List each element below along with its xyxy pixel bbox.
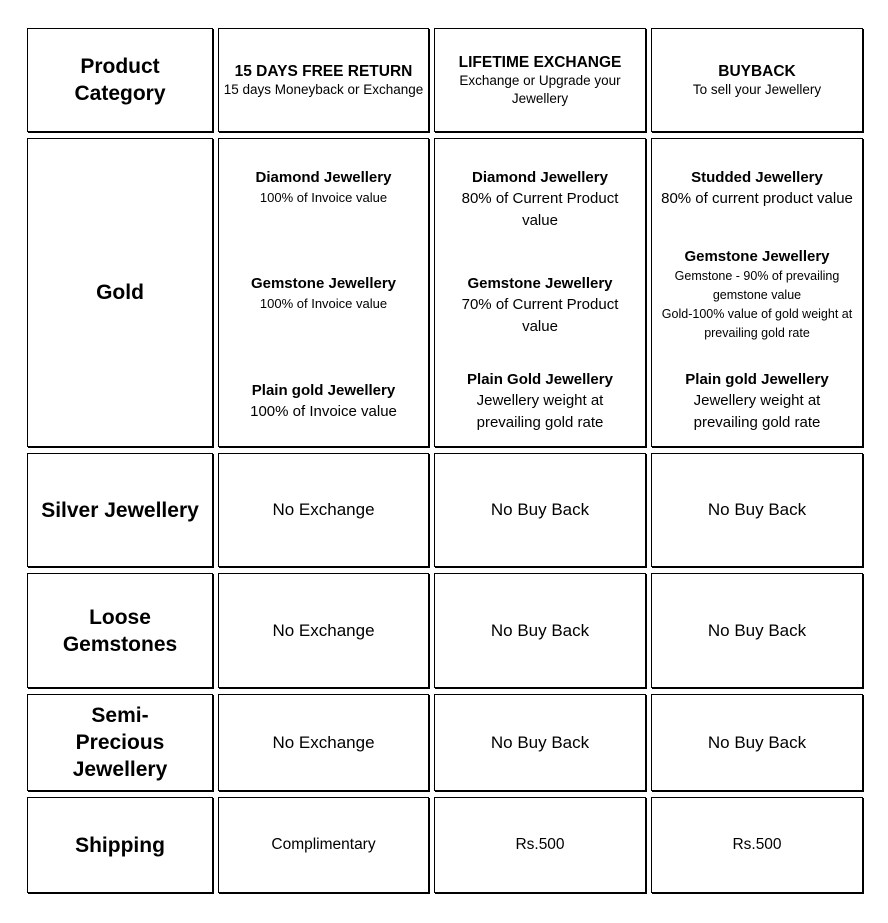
loose-return-cell [218, 573, 429, 688]
semi-buyback-cell [651, 694, 863, 791]
gold-return-cell [218, 138, 429, 447]
gold-return-plain-title: Plain gold Jewellery [251, 382, 396, 399]
silver-exchange-cell [434, 453, 646, 567]
silver-buyback-cell [651, 453, 863, 567]
gold-buyback-gemstone [652, 246, 862, 343]
gold-exchange-cell [434, 138, 646, 447]
header-buyback-title: BUYBACK [718, 62, 796, 80]
shipping-return-cell [218, 797, 429, 893]
gold-buyback-cell [651, 138, 863, 447]
gold-return-gemstone [219, 273, 428, 313]
header-return-cell [218, 28, 429, 132]
gold-return-plain-value: 100% of Invoice value [250, 403, 397, 420]
semi-buyback-value: No Buy Back [707, 732, 807, 752]
gold-return-gemstone-title: Gemstone Jewellery [250, 275, 397, 292]
gold-exchange-diamond [435, 167, 645, 232]
loose-label: Loose Gemstones [62, 605, 178, 656]
gold-buyback-studded [652, 167, 862, 210]
gold-return-diamond-value: 100% of Invoice value [259, 190, 388, 205]
header-category-cell [27, 28, 213, 132]
semi-label-cell [27, 694, 213, 791]
silver-return-cell [218, 453, 429, 567]
gold-exchange-gemstone [435, 273, 645, 338]
gold-buyback-gold-value: Gold-100% value of gold weight at prevailing gold rate [661, 307, 853, 340]
gold-buyback-gemstone-title: Gemstone Jewellery [684, 248, 830, 265]
semi-label: Semi-Precious Jewellery [72, 704, 168, 781]
silver-label: Silver Jewellery [41, 498, 199, 522]
header-return-title: 15 DAYS FREE RETURN [234, 62, 413, 80]
gold-buyback-plain-title: Plain gold Jewellery [685, 371, 829, 388]
gold-label-cell [27, 138, 213, 447]
gold-exchange-diamond-value: 80% of Current Product value [461, 190, 619, 229]
gold-buyback-gemstone-value: Gemstone - 90% of prevailing gemstone value [674, 269, 840, 302]
silver-label-cell [27, 453, 213, 567]
loose-return-value: No Exchange [272, 620, 375, 640]
header-return-subtitle: 15 days Moneyback or Exchange [223, 81, 424, 97]
gold-return-plain [219, 380, 428, 423]
gold-buyback-plain-value: Jewellery weight at prevailing gold rate [693, 392, 821, 431]
shipping-label-cell [27, 797, 213, 893]
header-exchange-subtitle: Exchange or Upgrade your Jewellery [459, 72, 621, 106]
gold-exchange-plain [435, 369, 645, 434]
loose-buyback-cell [651, 573, 863, 688]
gold-exchange-diamond-title: Diamond Jewellery [472, 169, 608, 186]
gold-return-diamond [219, 167, 428, 207]
gold-buyback-studded-value: 80% of current product value [661, 190, 853, 207]
semi-return-cell [218, 694, 429, 791]
gold-exchange-gemstone-title: Gemstone Jewellery [467, 275, 613, 292]
semi-exchange-cell [434, 694, 646, 791]
silver-return-value: No Exchange [272, 500, 375, 519]
gold-return-gemstone-value: 100% of Invoice value [259, 296, 388, 311]
shipping-exchange-cell [434, 797, 646, 893]
silver-buyback-value: No Buy Back [707, 500, 807, 519]
semi-return-value: No Exchange [272, 732, 375, 752]
header-buyback-subtitle: To sell your Jewellery [692, 81, 822, 97]
gold-exchange-plain-value: Jewellery weight at prevailing gold rate [476, 392, 604, 431]
shipping-label: Shipping [75, 833, 165, 857]
gold-buyback-plain [652, 369, 862, 434]
semi-exchange-value: No Buy Back [490, 732, 590, 752]
shipping-return-value: Complimentary [271, 836, 376, 853]
loose-buyback-value: No Buy Back [707, 620, 807, 640]
gold-exchange-plain-title: Plain Gold Jewellery [467, 371, 613, 388]
gold-exchange-gemstone-value: 70% of Current Product value [461, 296, 619, 335]
header-buyback-cell [651, 28, 863, 132]
loose-label-cell [27, 573, 213, 688]
gold-label: Gold [96, 281, 144, 304]
gold-buyback-studded-title: Studded Jewellery [691, 169, 823, 186]
header-exchange-title: LIFETIME EXCHANGE [458, 53, 622, 71]
gold-return-diamond-title: Diamond Jewellery [255, 169, 392, 186]
loose-exchange-value: No Buy Back [490, 620, 590, 640]
loose-exchange-cell [434, 573, 646, 688]
header-exchange-cell [434, 28, 646, 132]
shipping-buyback-value: Rs.500 [732, 836, 782, 853]
shipping-exchange-value: Rs.500 [515, 836, 565, 853]
silver-exchange-value: No Buy Back [490, 500, 590, 519]
header-category-label: Product Category [74, 55, 166, 105]
shipping-buyback-cell [651, 797, 863, 893]
